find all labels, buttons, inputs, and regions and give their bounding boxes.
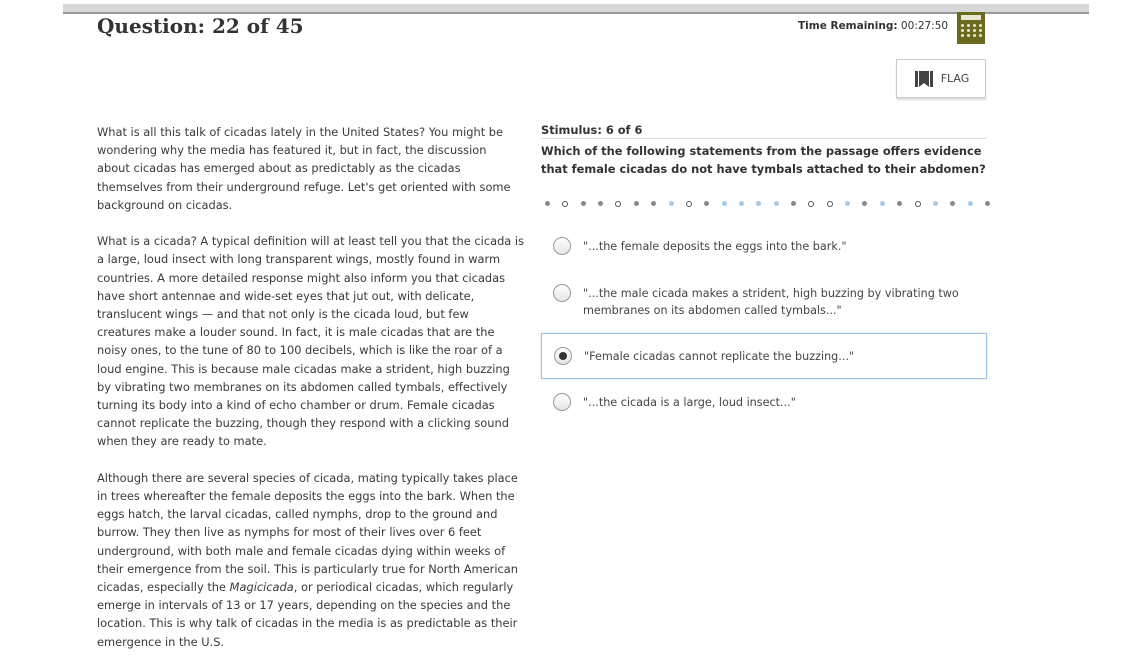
species-name: Magicicada (229, 580, 294, 595)
passage-line: emergence in the U.S. (97, 634, 225, 649)
progress-dot[interactable] (827, 201, 833, 207)
question-text: Which of the following statements from the passage offers evidence that female cicadas do not have tymbals attached to their abdomen? (541, 144, 986, 176)
answer-text: "...the female deposits the eggs into the bark." (583, 240, 847, 253)
passage-paragraph (97, 232, 527, 450)
passage-line: themselves from their underground refuge. Let's get oriented with some (97, 179, 511, 194)
progress-dot[interactable] (915, 201, 921, 207)
passage-line: have short antennae and wide-set eyes that jut out, with delicate, (97, 288, 475, 303)
passage-line: in trees whereafter the female deposits the eggs into the bark. When the (97, 489, 515, 504)
time-value: 00:27:50 (900, 20, 949, 32)
passage-line: What is all this talk of cicadas lately in the United States? You might be (97, 125, 504, 139)
passage-line: What is a cicada? A typical definition will at least tell you that the cicada is (97, 234, 525, 249)
progress-dot[interactable] (686, 201, 692, 207)
progress-dot[interactable] (862, 201, 867, 206)
passage-line: when they are ready to mate. (97, 434, 267, 449)
passage-line: by vibrating two membranes on its abdomen called tymbals, effectively (97, 379, 508, 394)
progress-dot[interactable] (581, 201, 586, 206)
passage-line: emerge in intervals of 13 or 17 years, depending on the species and the (97, 598, 511, 613)
progress-dot[interactable] (634, 201, 639, 206)
progress-dot[interactable] (791, 201, 796, 206)
progress-dot[interactable] (897, 201, 902, 206)
passage (97, 123, 527, 669)
passage-line: loud engine. This is because male cicadas make a strident, high buzzing (97, 361, 510, 376)
answer-text: "Female cicadas cannot replicate the buzzing..." (584, 349, 855, 363)
passage-line: countries. A more detailed response might also inform you that cicadas (97, 270, 506, 285)
stimulus-label: Stimulus: 6 of 6 (541, 123, 986, 139)
progress-dot[interactable] (651, 201, 656, 206)
passage-paragraph (97, 469, 527, 651)
answer-option[interactable] (541, 393, 985, 411)
passage-line: about cicadas has emerged about as predictably as the cicadas (97, 161, 461, 176)
progress-dot[interactable] (845, 201, 850, 206)
passage-line: cicadas, especially the Magicicada, or periodical cicadas, which regularly (97, 580, 514, 595)
progress-dot[interactable] (615, 201, 621, 207)
progress-dot[interactable] (933, 201, 938, 206)
passage-line: noisy ones, to the tune of 80 to 100 decibels, which is like the roar of a (97, 343, 503, 358)
progress-dot[interactable] (756, 201, 761, 206)
answer-text: "...the male cicada makes a strident, high buzzing by vibrating two membranes on its abdomen called tymbals..." (583, 287, 959, 317)
radio-button[interactable] (553, 393, 571, 411)
passage-line: Although there are several species of cicada, mating typically takes place (97, 470, 518, 485)
progress-dot[interactable] (985, 201, 990, 206)
progress-dot[interactable] (968, 201, 973, 206)
passage-line: underground, with both male and female cicadas dying within weeks of (97, 543, 506, 558)
passage-line: burrow. They then live as nymphs for most of their lives over 6 feet (97, 525, 482, 540)
progress-dot[interactable] (808, 201, 814, 207)
flag-button[interactable] (896, 59, 986, 98)
progress-dot[interactable] (669, 201, 674, 206)
progress-dot[interactable] (562, 201, 568, 207)
progress-dot[interactable] (704, 201, 709, 206)
radio-button[interactable] (554, 347, 572, 365)
passage-line: creatures make a louder sound. In fact, it is male cicadas that are the (97, 325, 495, 340)
passage-line: eggs hatch, the larval cicadas, called nymphs, drop to the ground and (97, 507, 498, 522)
progress-dot[interactable] (739, 201, 744, 206)
bookmark-icon (913, 69, 935, 89)
passage-line: background on cicadas. (97, 197, 233, 212)
passage-line: cannot replicate the buzzing, though they respond with a clicking sound (97, 416, 509, 431)
progress-dot[interactable] (880, 201, 885, 206)
progress-dot[interactable] (774, 201, 779, 206)
progress-dot[interactable] (950, 201, 955, 206)
passage-line: turning its body into a kind of echo chamber or drum. Female cicadas (97, 398, 495, 413)
passage-line: wondering why the media has featured it, but in fact, the discussion (97, 143, 487, 158)
passage-line: translucent wings — and that not only is the cicada loud, but few (97, 307, 469, 322)
time-label: Time Remaining: (798, 20, 898, 32)
progress-dot[interactable] (598, 201, 603, 206)
passage-paragraph (97, 123, 527, 214)
passage-line: their emergence from the soil. This is particularly true for North American (97, 561, 518, 576)
progress-dots (545, 201, 990, 207)
time-remaining (798, 20, 948, 32)
top-bar (63, 4, 1089, 14)
answer-option[interactable] (541, 284, 985, 319)
flag-label: FLAG (940, 72, 970, 85)
passage-line: location. This is why talk of cicadas in the media is as predictable as their (97, 616, 518, 631)
answer-option[interactable] (541, 237, 985, 255)
progress-dot[interactable] (545, 201, 550, 206)
radio-button[interactable] (553, 237, 571, 255)
answer-text: "...the cicada is a large, loud insect..." (583, 396, 796, 409)
calculator-icon[interactable] (957, 12, 985, 44)
progress-dot[interactable] (722, 201, 727, 206)
radio-button[interactable] (553, 284, 571, 302)
passage-line: a large, loud insect with long transparent wings, mostly found in warm (97, 252, 501, 267)
question-counter: Question: 22 of 45 (97, 14, 304, 38)
answer-option[interactable] (541, 333, 987, 379)
